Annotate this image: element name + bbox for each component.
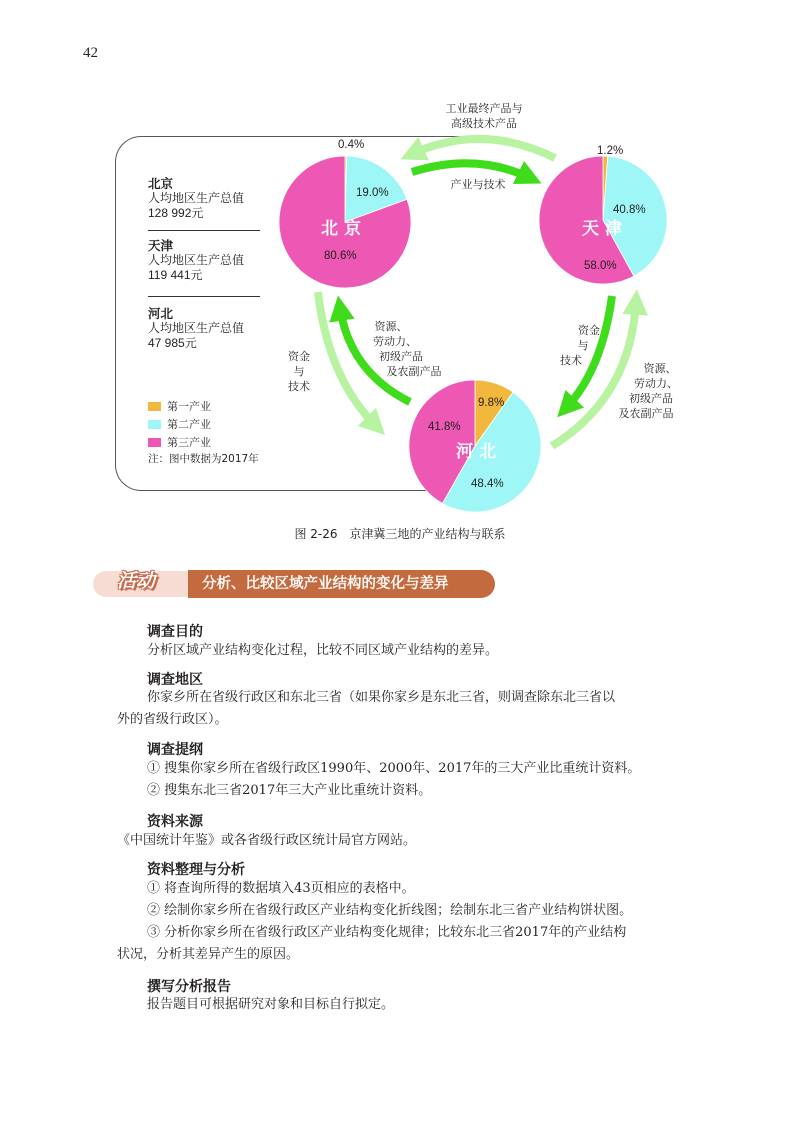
flow-label: 产业与技术 xyxy=(450,178,506,191)
flow-label: 劳动力、 xyxy=(634,377,678,390)
label-tj-primary: 1.2% xyxy=(597,145,624,157)
flow-label: 技术 xyxy=(560,354,582,367)
label-bj-tertiary: 80.6% xyxy=(324,250,357,262)
flow-label: 及农副产品 xyxy=(386,365,442,378)
arrow-bj-to-tj xyxy=(412,163,530,178)
section-body xyxy=(117,878,687,966)
activity-tag: 活动 xyxy=(117,570,156,592)
paragraph-line: ① 搜集你家乡所在省级行政区1990年、2000年、2017年的三大产业比重统计资料。 xyxy=(147,761,641,776)
label-tj-tertiary: 58.0% xyxy=(584,260,617,272)
flow-label: 与 xyxy=(293,365,305,378)
page-number: 42 xyxy=(83,45,98,61)
region-gdp-label: 人均地区生产总值 xyxy=(148,253,245,267)
paragraph-line: 报告题目可根据研究对象和目标自行拟定。 xyxy=(147,997,395,1012)
legend-label: 第三产业 xyxy=(167,436,211,449)
paragraph-line: ② 搜集东北三省2017年三大产业比重统计资料。 xyxy=(147,783,432,798)
paragraph-line: 状况，分析其差异产生的原因。 xyxy=(117,947,300,962)
flow-label: 工业最终产品与 xyxy=(445,102,523,115)
region-name: 北京 xyxy=(148,176,174,191)
pie-name-tianjin: 天 津 xyxy=(582,219,622,239)
pie-name-hebei: 河 北 xyxy=(456,442,496,462)
flow-label: 资源、 xyxy=(643,362,677,375)
label-hb-secondary: 48.4% xyxy=(471,478,504,490)
section-body xyxy=(117,640,687,662)
label-bj-secondary: 19.0% xyxy=(356,187,389,199)
activity-banner xyxy=(93,570,495,598)
flow-label: 高级技术产品 xyxy=(451,117,517,130)
section-heading: 调查地区 xyxy=(147,672,203,688)
section-body xyxy=(117,830,687,852)
paragraph-line: 《中国统计年鉴》或各省级行政区统计局官方网站。 xyxy=(117,833,417,848)
region-gdp-value: 128 992元 xyxy=(148,206,204,220)
flow-label: 初级产品 xyxy=(629,392,673,405)
flow-label: 初级产品 xyxy=(379,350,423,363)
region-name: 天津 xyxy=(148,238,174,253)
arrow-tj-to-bj xyxy=(412,139,555,158)
flow-label: 资金 xyxy=(578,324,600,337)
paragraph-line: ③ 分析你家乡所在省级行政区产业结构变化规律；比较东北三省2017年的产业结构 xyxy=(147,925,627,940)
paragraph-line: ① 将查询所得的数据填入43页相应的表格中。 xyxy=(147,881,415,896)
industry-diagram xyxy=(0,0,800,560)
legend-label: 第二产业 xyxy=(167,418,211,431)
paragraph-line: 外的省级行政区）。 xyxy=(117,712,228,727)
label-tj-secondary: 40.8% xyxy=(613,204,646,216)
flow-label: 资源、 xyxy=(374,320,408,333)
paragraph-line: 你家乡所在省级行政区和东北三省（如果你家乡是东北三省，则调查除东北三省以 xyxy=(147,690,616,705)
region-name: 河北 xyxy=(148,306,174,321)
pie-name-beijing: 北 京 xyxy=(321,219,361,239)
label-hb-tertiary: 41.8% xyxy=(428,421,461,433)
paragraph-line: 分析区域产业结构变化过程，比较不同区域产业结构的差异。 xyxy=(147,643,499,658)
paragraph-line: ② 绘制你家乡所在省级行政区产业结构变化折线图；绘制东北三省产业结构饼状图。 xyxy=(147,903,633,918)
section-body xyxy=(117,687,687,731)
label-hb-primary: 9.8% xyxy=(478,397,505,409)
section-heading: 资料来源 xyxy=(147,814,203,830)
region-gdp-value: 47 985元 xyxy=(148,336,197,350)
section-heading: 调查提纲 xyxy=(147,742,203,758)
section-heading: 撰写分析报告 xyxy=(147,979,231,995)
activity-title: 分析、比较区域产业结构的变化与差异 xyxy=(188,570,495,598)
region-gdp-label: 人均地区生产总值 xyxy=(148,321,245,335)
section-body xyxy=(117,994,687,1016)
region-gdp-value: 119 441元 xyxy=(148,268,203,282)
label-bj-primary: 0.4% xyxy=(338,139,365,151)
flow-label: 资金 xyxy=(288,350,310,363)
flow-label: 及农副产品 xyxy=(618,407,674,420)
section-body xyxy=(117,758,687,802)
figure-caption: 图 2-26 京津冀三地的产业结构与联系 xyxy=(294,527,506,541)
flow-label: 劳动力、 xyxy=(373,335,417,348)
flow-label: 与 xyxy=(577,339,589,352)
legend-label: 第一产业 xyxy=(167,400,211,413)
arrow-bj-to-hb xyxy=(318,292,376,426)
flow-label: 技术 xyxy=(288,380,310,393)
section-heading: 资料整理与分析 xyxy=(147,862,245,878)
section-heading: 调查目的 xyxy=(147,624,203,640)
region-gdp-label: 人均地区生产总值 xyxy=(148,191,245,205)
figure-note: 注：图中数据为2017年 xyxy=(148,453,259,465)
